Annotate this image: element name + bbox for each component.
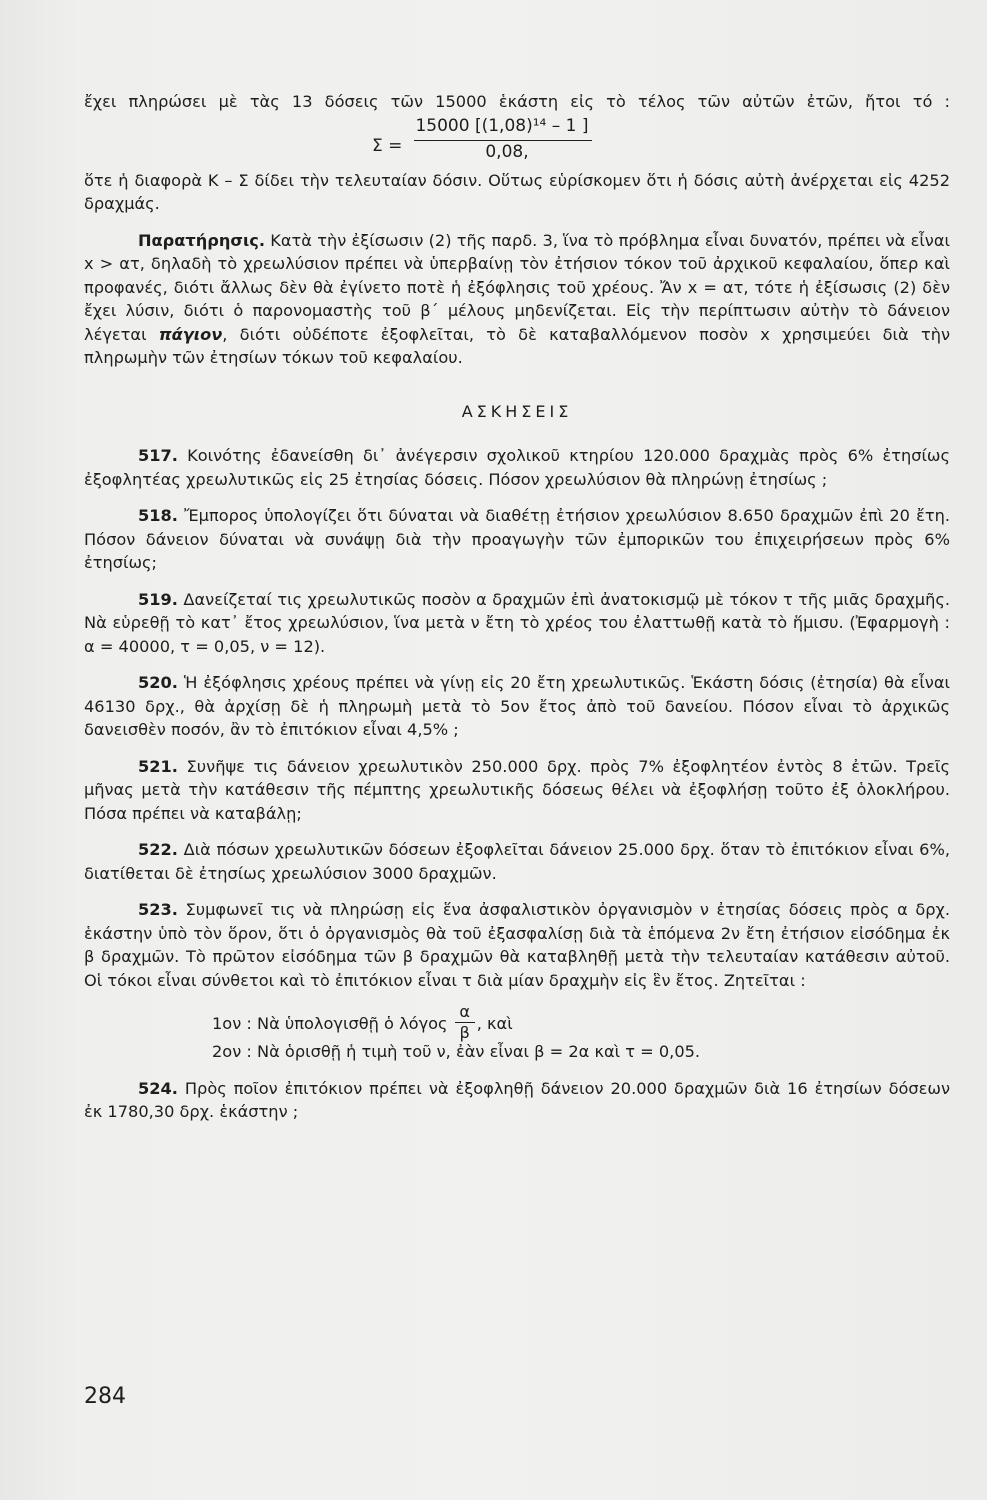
sub-question-1-line bbox=[212, 1004, 513, 1045]
ratio-denominator: β bbox=[459, 1023, 470, 1043]
exercise-number: 518. bbox=[138, 506, 178, 525]
exercise-520 bbox=[84, 671, 950, 742]
exercise-number: 521. bbox=[138, 756, 178, 776]
after-formula-text: ὅτε ἡ διαφορὰ Κ – Σ δίδει τὴν τελευταίαν δόσιν. Οὕτως εὑρίσκομεν ὅτι ἡ δόσις αὐτὴ ἀνέρχεται εἰς 4252 δραχμάς. bbox=[84, 170, 950, 213]
ratio-numerator: α bbox=[459, 1002, 471, 1021]
exercise-number: 523. bbox=[138, 900, 178, 919]
page-number: 284 bbox=[84, 1384, 126, 1409]
formula-numerator: 15000 [(1,08)¹⁴ – 1 ] bbox=[415, 115, 589, 136]
exercise-text: Ἡ ἐξόφλησις χρέους πρέπει νὰ γίνῃ εἰς 20 ἔτη χρεωλυτικῶς. Ἑκάστη δόσις (ἐτησία) θὰ εἶναι 46130 δρχ., θὰ ἀρχίσῃ δὲ ἡ πληρωμὴ μετὰ τὸ 5ον ἔτος ἀπὸ τοῦ δανείου. Πόσον εἶναι τὸ ἀρχικῶς δανεισθὲν ποσόν, ἂν τὸ ἐπιτόκιον εἶναι 4,5% ; bbox=[84, 673, 950, 739]
exercise-number: 519. bbox=[138, 589, 178, 609]
exercise-524 bbox=[84, 1077, 950, 1124]
exercise-number: 524. bbox=[138, 1078, 178, 1098]
page-content bbox=[84, 90, 950, 1137]
exercise-number: 517. bbox=[138, 446, 178, 465]
exercise-text: Δανείζεταί τις χρεωλυτικῶς ποσὸν α δραχμῶν ἐπὶ ἀνατοκισμῷ μὲ τόκον τ τῆς μιᾶς δραχμῆς. Νὰ εὑρεθῇ τὸ κατ᾿ ἔτος χρεωλύσιον, ἵνα μετὰ ν ἔτη τὸ χρέος του ἐλαττωθῇ κατὰ τὸ ἥμισυ. (Ἐφαρμογὴ : α = 40000, τ = 0,05, ν = 12). bbox=[84, 589, 950, 656]
note-text-1: Κατὰ τὴν ἐξίσωσιν (2) τῆς παρδ. 3, ἵνα τὸ πρόβλημα εἶναι δυνατόν, πρέπει νὰ εἶναι x > ατ, δηλαδὴ τὸ χρεωλύσιον πρέπει νὰ ὑπερβαίνῃ τὸν ἐτήσιον τόκον τοῦ ἀρχικοῦ κεφαλαίου, ὅπερ καὶ προφανές, διότι ἄλλως δὲν θὰ ἐγίνετο ποτὲ ἡ ἐξόφλησις τοῦ χρέους. Ἄν x = ατ, τότε ἡ ἐξίσωσις (2) δὲν ἔχει λύσιν, διότι ὁ παρονομαστὴς τοῦ β΄ μέλους μηδενίζεται. Εἰς τὴν περίπτωσιν αὐτὴν τὸ δάνειον λέγεται bbox=[84, 230, 950, 344]
exercise-text: Συνῆψε τις δάνειον χρεωλυτικὸν 250.000 δρχ. πρὸς 7% ἐξοφλητέον ἐντὸς 8 ἐτῶν. Τρεῖς μῆνας μετὰ τὴν κατάθεσιν τῆς πέμπτης χρεωλυτικῆς δόσεως θέλει νὰ ἐξοφλήσῃ τοῦτο ἐξ ὁλοκλήρου. Πόσα πρέπει νὰ καταβάλῃ; bbox=[84, 756, 950, 823]
sub-question-1 bbox=[84, 992, 950, 1043]
exercise-number: 522. bbox=[138, 840, 178, 859]
exercise-text: Ἔμπορος ὑπολογίζει ὅτι δύναται νὰ διαθέτῃ ἐτήσιον χρεωλύσιον 8.650 δραχμῶν ἐπὶ 20 ἔτη. Πόσον δάνειον δύναται νὰ συνάψῃ διὰ τὴν προαγωγὴν τῶν ἐμπορικῶν του ἐπιχειρήσεων πρὸς 6% ἐτησίως; bbox=[84, 506, 950, 572]
note-emphasis: πάγιον bbox=[158, 324, 223, 344]
formula-lhs: Σ = bbox=[372, 135, 403, 156]
formula-trail: , bbox=[523, 141, 529, 162]
exercise-text: Διὰ πόσων χρεωλυτικῶν δόσεων ἐξοφλεῖται δάνειον 25.000 δρχ. ὅταν τὸ ἐπιτόκιον εἶναι 6%, διατίθεται δὲ ἐτησίως χρεωλύσιον 3000 δραχμῶν. bbox=[84, 840, 950, 883]
note-label: Παρατήρησις. bbox=[138, 230, 266, 250]
sub-question-2: 2ον : Νὰ ὁρισθῇ ἡ τιμὴ τοῦ ν, ἐὰν εἶναι β = 2α καὶ τ = 0,05. bbox=[212, 1042, 701, 1061]
exercise-519 bbox=[84, 588, 950, 659]
sub-question-1-suffix: , καὶ bbox=[476, 1014, 513, 1034]
formula-denominator-value: 0,08 bbox=[485, 141, 524, 162]
ratio-fraction bbox=[455, 1002, 475, 1043]
exercise-number: 520. bbox=[138, 673, 178, 692]
sub-question-1-prefix: 1ον : Νὰ ὑπολογισθῇ ὁ λόγος bbox=[212, 1014, 448, 1034]
section-title: ΑΣΚΗΣΕΙΣ bbox=[461, 401, 573, 421]
exercise-523 bbox=[84, 898, 950, 992]
exercise-521 bbox=[84, 755, 950, 826]
exercise-522 bbox=[84, 838, 950, 885]
exercise-text: Συμφωνεῖ τις νὰ πληρώσῃ εἰς ἕνα ἀσφαλιστικὸν ὀργανισμὸν ν ἐτησίας δόσεις πρὸς α δρχ. ἑκάστην ὑπὸ τὸν ὅρον, ὅτι ὁ ὀργανισμὸς θὰ τοῦ ἐξασφαλίσῃ διὰ τὰ ἑπόμενα 2ν ἔτη ἐτήσιον εἰσόδημα ἐκ β δραχμῶν. Τὸ πρῶτον εἰσόδημα τῶν β δραχμῶν θὰ καταβληθῇ μετὰ τὴν τελευταίαν κατάθεσιν αὐτοῦ. Οἱ τόκοι εἶναι σύνθετοι καὶ τὸ ἐπιτόκιον εἶναι τ διὰ μίαν δραχμὴν εἰς ἓν ἔτος. Ζητεῖται : bbox=[84, 900, 950, 990]
exercise-517 bbox=[84, 444, 950, 491]
note-paragraph bbox=[84, 229, 950, 370]
exercise-text: Κοινότης ἐδανείσθη δι᾿ ἀνέγερσιν σχολικοῦ κτηρίου 120.000 δραχμὰς πρὸς 6% ἐτησίως ἐξοφλητέας χρεωλυτικῶς εἰς 25 ἐτησίας δόσεις. Πόσον χρεωλύσιον θὰ πληρώνῃ ἐτησίως ; bbox=[84, 446, 950, 489]
sum-formula bbox=[84, 115, 950, 169]
note-text-2: , διότι οὐδέποτε ἐξοφλεῖται, τὸ δὲ καταβαλλόμενον ποσὸν x χρησιμεύει διὰ τὴν πληρωμὴν τῶν ἐτησίων τόκων τοῦ κεφαλαίου. bbox=[84, 324, 950, 367]
intro-line: ἔχει πληρώσει μὲ τὰς 13 δόσεις τῶν 15000 ἑκάστη εἰς τὸ τέλος τῶν αὐτῶν ἐτῶν, ἤτοι τό : bbox=[84, 92, 950, 111]
formula-denominator bbox=[412, 141, 602, 165]
exercise-list bbox=[84, 444, 950, 1124]
exercise-text: Πρὸς ποῖον ἐπιτόκιον πρέπει νὰ ἐξοφληθῇ δάνειον 20.000 δραχμῶν διὰ 16 ἐτησίων δόσεων ἐκ 1780,30 δρχ. ἑκάστην ; bbox=[84, 1078, 950, 1121]
exercise-518 bbox=[84, 504, 950, 575]
